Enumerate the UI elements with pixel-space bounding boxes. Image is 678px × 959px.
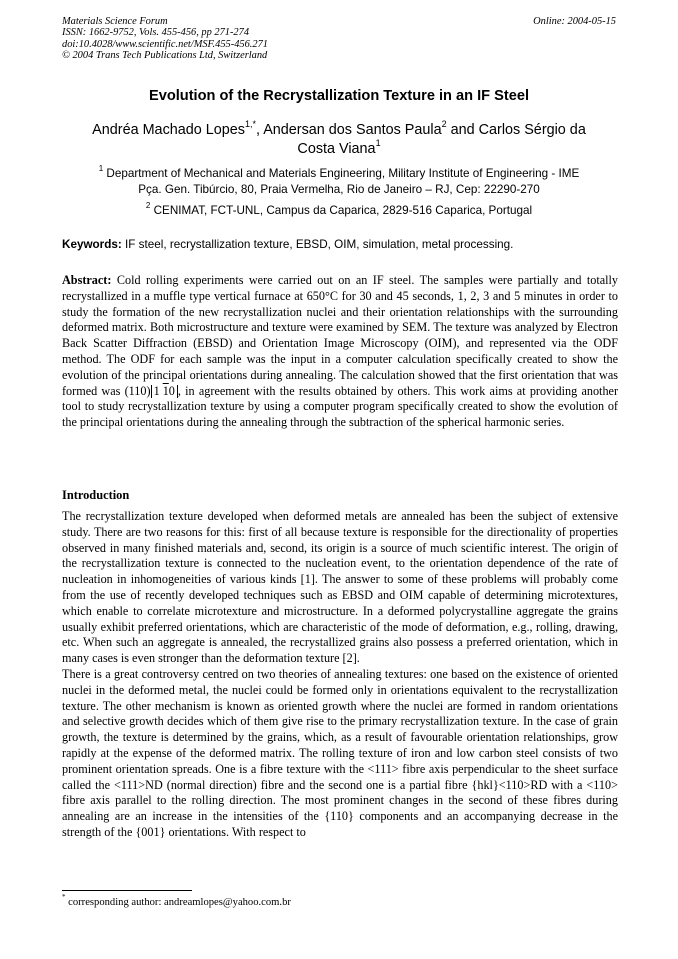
affiliation-1-sup: 1	[98, 164, 104, 174]
abstract-part-2: , in agreement with the results obtained by others. This work aims at providing another tool to study recrystallization texture by using a computer program specifically created to show the evolution of the principal orientations during the annealing through the subtraction of the spherical harmonic series.	[62, 383, 619, 430]
affiliation-2-sup: 2	[145, 201, 151, 211]
footnote-divider	[62, 890, 192, 891]
intro-paragraph-1: The recrystallization texture developed when deformed metals are annealed has been the subject of extensive study. There are two reasons for this: first of all because texture is responsible for the directionality of properties observed in many finished materials and, second, its origin is a source of much scientific interest. The origin of the recrystallization texture is connected to the nucleation event, to the orientation dependence of the rate of nucleation in inhomogeneities of various kinds [1]. The answer to some of these problems will probably come from the use of recently developed techniques such as EBSD and OIM capable of determining microtextures, which enable to correlate microtexture and microstructure. In a deformed polycrystalline aggregate the grains usually exhibit preferred orientations, which are characteristic of the mode of deformation, e.g., rolling, drawing, etc. When such an aggregate is annealed, the recrystallized grains also possess a preferred orientation, which in many cases is even stronger than the deformation texture [2].	[62, 509, 618, 666]
introduction-body	[62, 509, 618, 841]
author-1-sup: 1,*	[244, 119, 256, 130]
miller-index	[151, 385, 178, 398]
doi-line: doi:10.4028/www.scientific.net/MSF.455-456.271	[62, 38, 268, 50]
affiliation-2	[62, 203, 616, 219]
footnote	[62, 893, 291, 908]
issn-line: ISSN: 1662-9752, Vols. 455-456, pp 271-274	[62, 27, 250, 39]
section-title-introduction: Introduction	[62, 488, 130, 502]
paper-title: Evolution of the Recrystallization Texture in an IF Steel	[148, 88, 530, 104]
author-3-start: and Carlos Sérgio da	[446, 122, 586, 138]
journal-header	[62, 16, 362, 67]
online-date: Online: 2004-05-15	[533, 16, 616, 27]
affiliation-1-line1: Department of Mechanical and Materials Engineering, Military Institute of Engineering - IME	[103, 167, 580, 180]
affiliation-1	[62, 166, 616, 197]
author-3-end: Costa Viana	[297, 141, 376, 157]
miller-index-bar: 1	[162, 383, 169, 398]
author-2: , Andersan dos Santos Paula	[256, 122, 442, 138]
author-2-sup: 2	[441, 119, 447, 130]
author-3-sup: 1	[375, 138, 381, 149]
abstract-label: Abstract:	[62, 273, 112, 287]
author-list	[62, 121, 616, 159]
journal-name: Materials Science Forum	[62, 16, 168, 27]
footnote-text: corresponding author: andreamlopes@yahoo.com.br	[65, 897, 291, 908]
footnote-mark: *	[62, 893, 66, 902]
miller-index-0: 0	[168, 383, 175, 398]
clipped-header-line	[62, 62, 362, 67]
affiliation-2-text: CENIMAT, FCT-UNL, Campus da Caparica, 2829-516 Caparica, Portugal	[150, 204, 533, 217]
intro-paragraph-2: There is a great controversy centred on two theories of annealing textures: one based on the existence of oriented nuclei in the deformed metal, the nuclei could be formed only in orientations equivalent to the recrystallization texture. The other mechanism is known as oriented growth where the nuclei are formed in random orientations and selective growth decides which of them give rise to the primary recrystallization texture. In the case of grain growth, the texture is determined by the grains, which, as a result of favourable orientation relationships, grow rapidly at the expense of the deformed matrix. The rolling texture of iron and low carbon steel consists of two prominent orientation spreads. One is a fibre texture with the <111> fibre axis perpendicular to the sheet surface called the <111>ND (normal direction) fibre and the second one is a partial fibre {hkl}<110>RD with a <110> fibre axis parallel to the rolling direction. The most prominent changes in the second of these fibres during annealing are an increase in the intensities of the {110} components and an accompanying decrease in the strength of the {001} orientations. With respect to	[62, 666, 618, 839]
author-1: Andréa Machado Lopes	[92, 122, 245, 138]
miller-index-1: 1	[153, 383, 163, 398]
keywords-text: IF steel, recrystallization texture, EBSD, OIM, simulation, metal processing.	[121, 238, 514, 251]
abstract	[62, 273, 618, 431]
keywords-label: Keywords:	[62, 238, 122, 251]
keywords	[62, 238, 618, 251]
affiliation-1-line2: Pça. Gen. Tibúrcio, 80, Praia Vermelha, Rio de Janeiro – RJ, Cep: 22290-270	[138, 182, 540, 196]
copyright-line: © 2004 Trans Tech Publications Ltd, Switzerland	[62, 50, 268, 62]
abstract-part-1: Cold rolling experiments were carried out on an IF steel. The samples were partially and totally recrystallized in a muffle type vertical furnace at 650°C for 30 and 45 seconds, 1, 2, 3 and 5 minutes in order to study the formation of the new recrystallization nuclei and their orientation relationships with the surrounding deformed matrix. Both microstructure and texture were examined by SEM. The texture was analyzed by Electron Back Scatter Diffraction (EBSD) and Orientation Image Microscopy (OIM), and represented via the ODF method. The ODF for each sample was the input in a computer calculation specifically created to show the evolution of the principal orientations during annealing. The calculation showed that the first orientation that was formed was (110)	[62, 273, 618, 398]
